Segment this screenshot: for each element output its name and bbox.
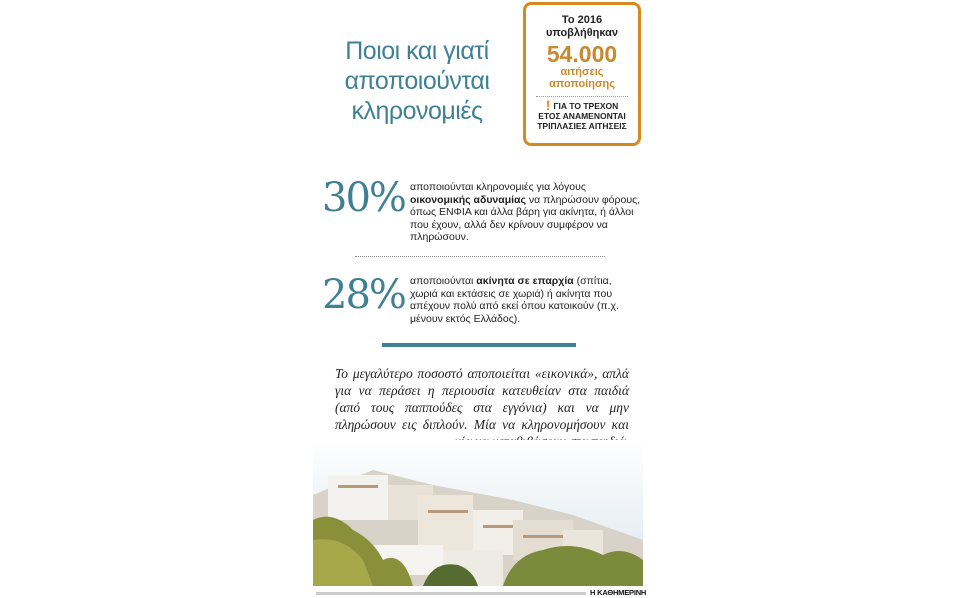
stat-percent: 28% — [322, 272, 405, 318]
stat-description: αποποιούνται ακίνητα σε επαρχία (σπίτια, χωριά και εκτάσεις σε χωριά) ή ακίνητα που απέχουν πολύ από εκεί όπου κατοικούν (π.χ. μένουν εκτός Ελλάδος). — [410, 275, 619, 325]
headline-line: Ποιοι και γιατί — [345, 37, 489, 65]
info-box-intro: Το 2016 υποβλήθηκαν — [545, 14, 619, 39]
headline-line: κληρονομιές — [351, 97, 483, 125]
stat-description: αποποιούνται κληρονομιές για λόγους οικονομικής αδυναμίας να πληρώσουν φόρους, όπως ΕΝΦΙΑ και άλλα βάρη για ακίνητα, ή άλλοι που έχουν, αλλά δεν κρίνουν συμφέρον να πληρώσουν. — [410, 181, 641, 243]
quote-text: Το μεγαλύτερο ποσοστό αποποιείται «εικονικά», απλά για να περάσει η περιουσία κατευθείαν στα παιδιά (από τους παππούδες στα εγγόνια) και να μην πληρώσουν εις διπλούν. Μία να κληρονομήσουν και — [335, 366, 629, 432]
footer-rule — [316, 592, 586, 595]
photo-illustration — [313, 440, 643, 586]
publisher-credit: Η ΚΑΘΗΜΕΡΙΝΗ — [590, 588, 647, 597]
hillside-houses-photo — [313, 440, 643, 586]
divider-dotted — [355, 256, 605, 257]
stat-percent: 30% — [322, 175, 405, 221]
info-box-number: 54.000 — [546, 41, 618, 67]
exclamation-icon: ! — [545, 97, 551, 113]
headline — [322, 36, 512, 126]
info-box — [523, 2, 641, 146]
info-box-warning: ! ΓΙΑ ΤΟ ΤΡΕΧΟΝ ΕΤΟΣ ΑΝΑΜΕΝΟΝΤΑΙ ΤΡΙΠΛΑΣΙΕΣ ΑΙΤΗΣΕΙΣ — [537, 97, 627, 131]
info-box-caption: αιτήσεις αποποίησης — [549, 66, 615, 90]
divider-solid — [382, 343, 576, 347]
headline-line: αποποιούνται — [344, 67, 490, 95]
